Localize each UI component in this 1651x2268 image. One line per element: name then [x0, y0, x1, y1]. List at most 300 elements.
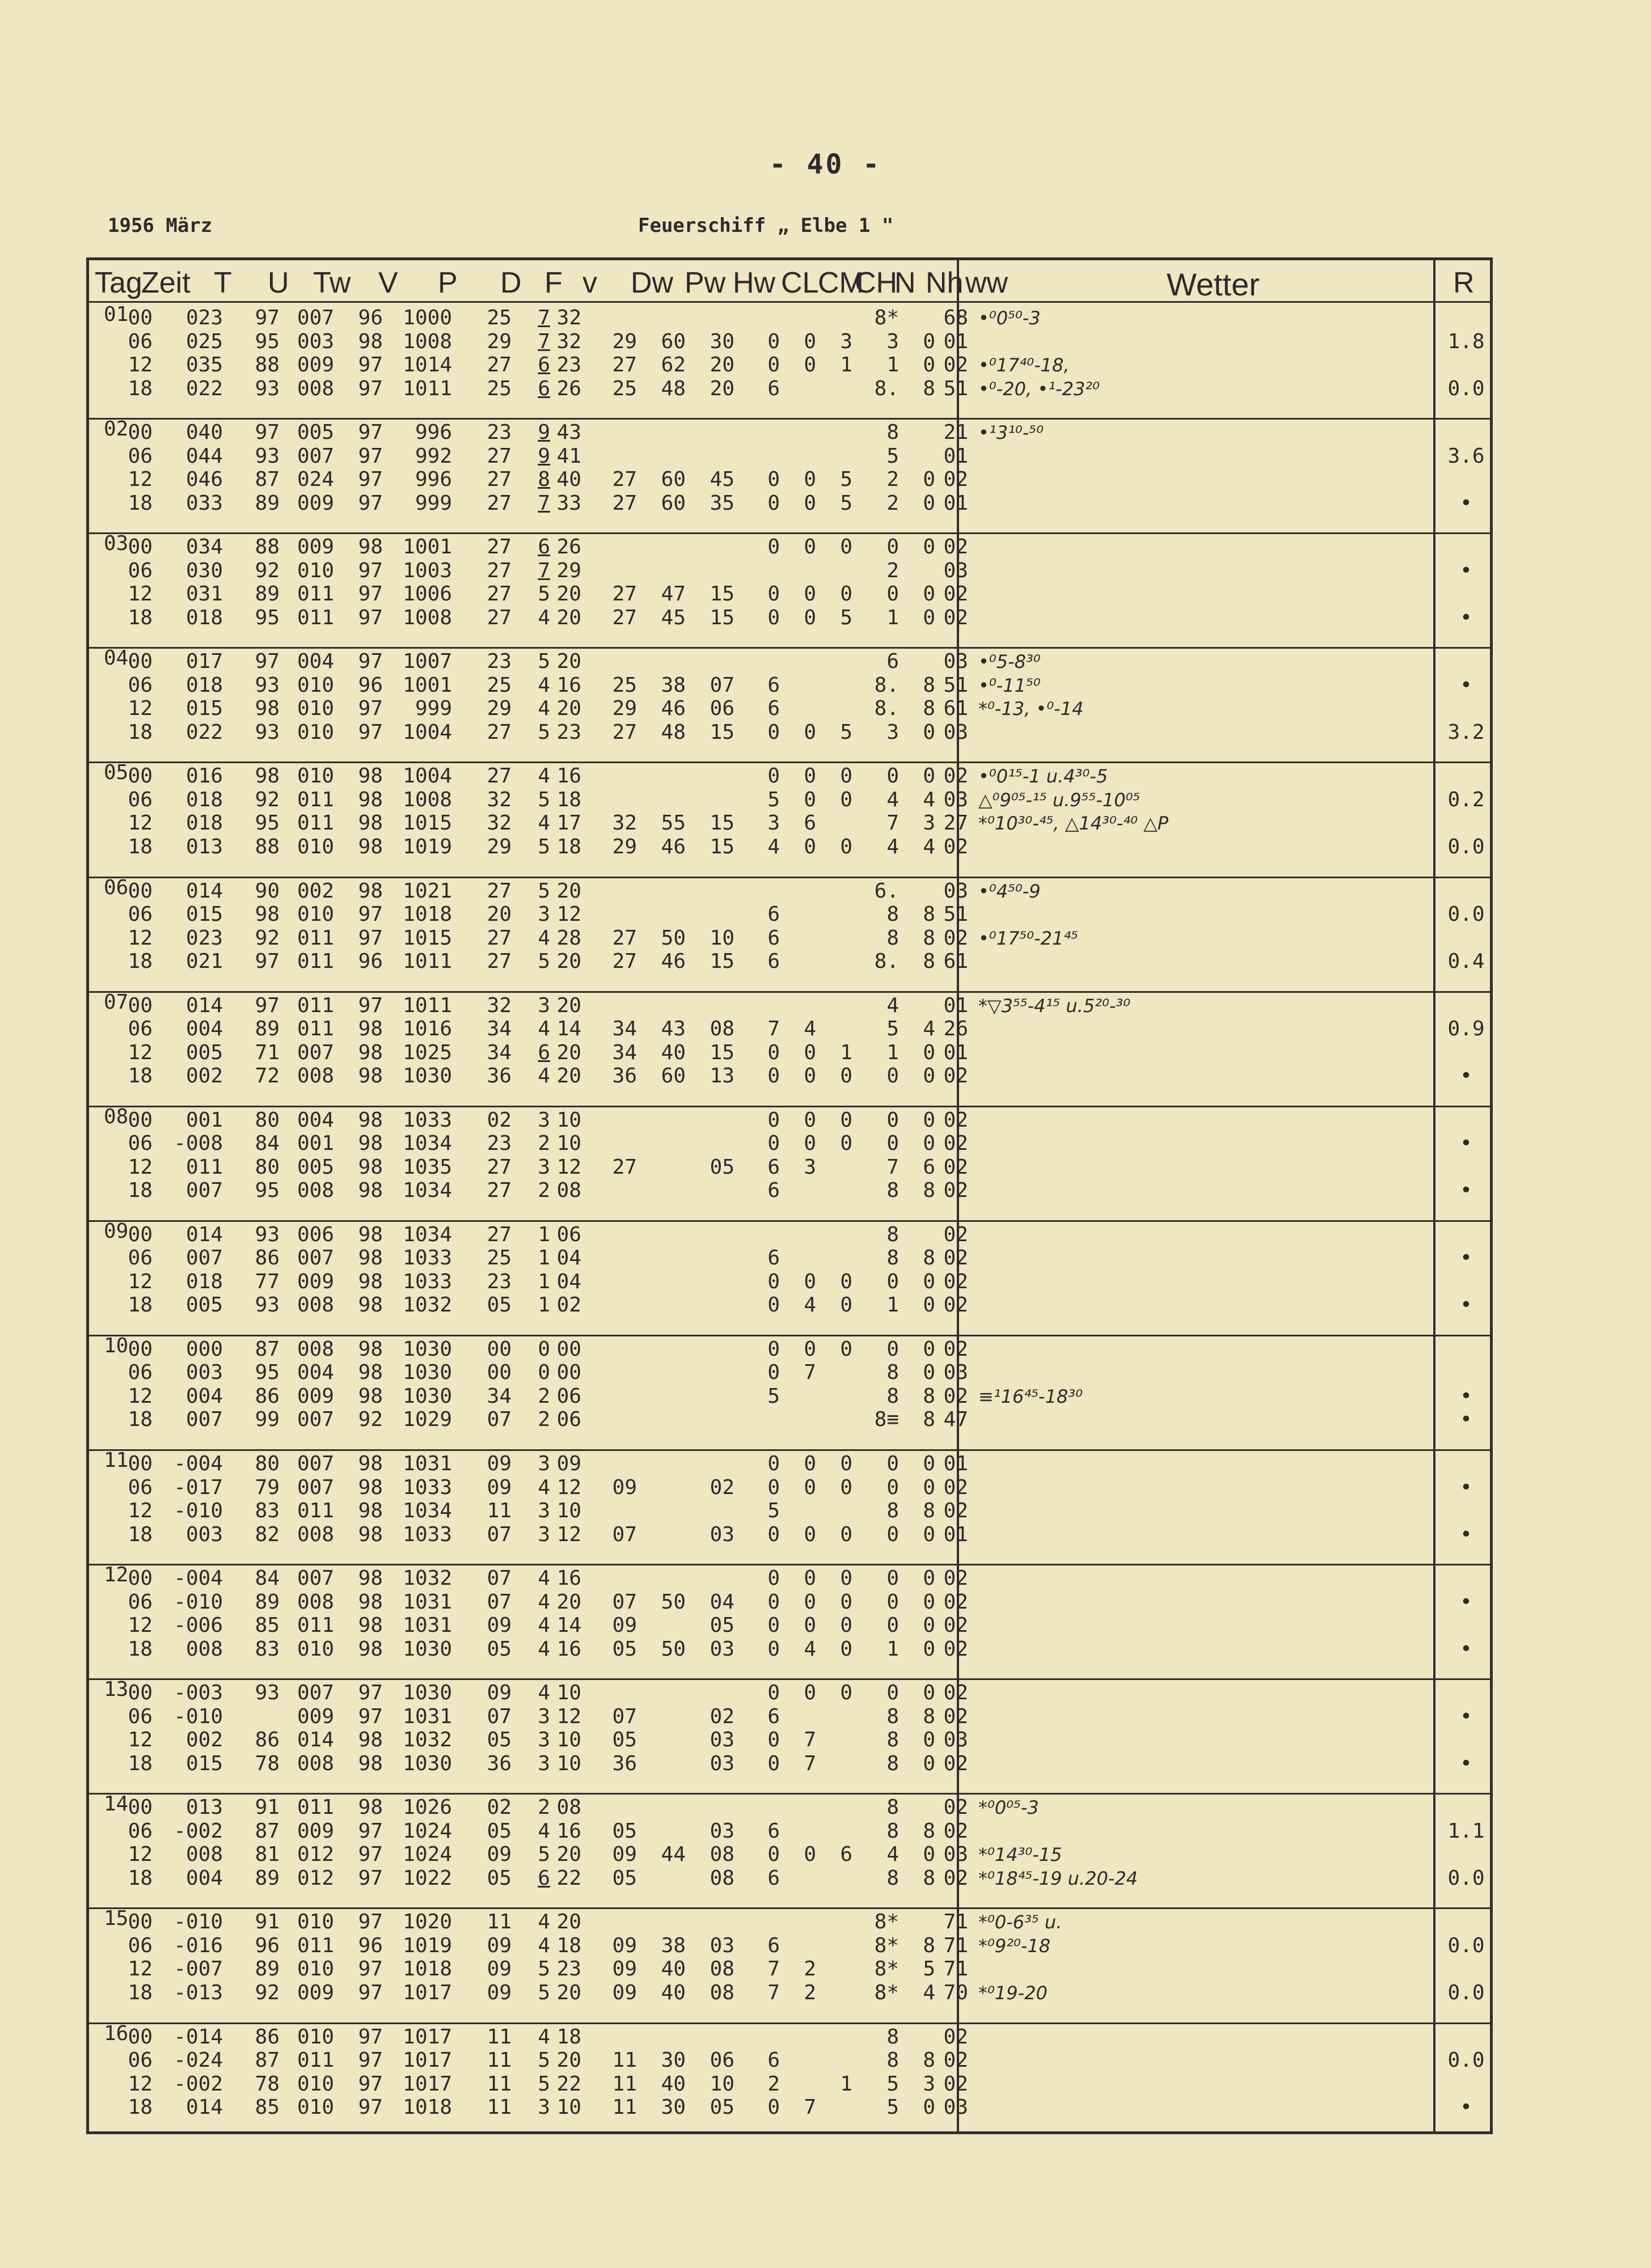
weather-note: *⁰0-6³⁵ u.	[978, 1911, 1062, 1933]
wave-period-cell: 46	[661, 950, 686, 973]
cloud-high-cell: 5	[840, 491, 852, 515]
humidity-cell: 89	[255, 491, 280, 515]
wave-height-cell: 04	[710, 1590, 734, 1614]
pressure-cell: 1030	[403, 1637, 452, 1661]
cloud-low-cell: 0	[767, 582, 780, 606]
cloud-low-cell: 0	[767, 1681, 780, 1705]
temp-cell: 017	[185, 650, 223, 674]
table-row	[89, 903, 1490, 926]
water-temp-cell: 010	[297, 720, 334, 744]
temp-cell: 014	[185, 879, 223, 903]
weather-code-cell: 02	[943, 1384, 968, 1408]
wind-speed-cell: 04	[556, 1270, 581, 1293]
day-separator	[89, 1220, 1490, 1222]
cloud-mid-cell: 7	[804, 1751, 816, 1775]
low-cloud-cover-cell: 8	[923, 2049, 935, 2072]
wind-force-cell: 7	[538, 491, 550, 515]
wind-force-cell: 5	[538, 788, 550, 811]
column-header: Tag	[95, 266, 142, 299]
water-temp-cell: 008	[297, 1293, 334, 1317]
cloud-high-cell: 0	[840, 535, 852, 559]
pressure-cell: 1029	[403, 1408, 452, 1432]
wave-period-cell: 40	[661, 1981, 686, 2004]
cloud-low-cell: 7	[767, 1957, 780, 1981]
water-temp-cell: 011	[297, 926, 334, 950]
table-row	[89, 2096, 1490, 2119]
wind-direction-cell: 29	[487, 697, 512, 721]
wind-direction-cell: 34	[487, 1040, 512, 1064]
cloud-mid-cell: 7	[804, 1361, 816, 1385]
day-label: 13	[104, 1678, 129, 1702]
weather-code-cell: 02	[943, 1704, 968, 1728]
humidity-cell: 97	[255, 650, 280, 674]
table-row	[89, 1042, 1490, 1064]
wind-direction-cell: 00	[487, 1361, 512, 1385]
cloud-mid-cell: 0	[804, 535, 816, 559]
temp-cell: 013	[185, 835, 223, 858]
table-row	[89, 836, 1490, 858]
precipitation-value: •	[1460, 1408, 1472, 1432]
cloud-mid-cell: 0	[804, 1522, 816, 1546]
wind-speed-cell: 26	[556, 535, 581, 559]
day-label: 11	[104, 1449, 129, 1472]
cloud-high-cell: 0	[840, 1475, 852, 1499]
table-row	[89, 536, 1490, 558]
humidity-cell: 89	[255, 582, 280, 606]
low-cloud-cover-cell: 8	[923, 950, 935, 973]
weather-note: ≡¹16⁴⁵-18³⁰	[978, 1385, 1083, 1407]
wind-direction-cell: 11	[487, 1910, 512, 1934]
cloud-cover-cell: 8.	[874, 697, 899, 721]
humidity-cell: 89	[255, 1590, 280, 1614]
cloud-cover-cell: 0	[886, 764, 899, 788]
cloud-cover-cell: 0	[886, 1108, 899, 1132]
visibility-cell: 98	[358, 329, 383, 353]
humidity-cell: 80	[255, 1108, 280, 1132]
weather-note: *⁰14³⁰-15	[978, 1844, 1062, 1866]
cloud-low-cell: 0	[767, 1637, 780, 1661]
wind-direction-cell: 23	[487, 421, 512, 445]
cloud-mid-cell: 0	[804, 1064, 816, 1088]
wave-height-cell: 06	[710, 697, 734, 721]
temp-cell: 015	[185, 697, 223, 721]
temp-cell: -017	[174, 1475, 223, 1499]
water-temp-cell: 011	[297, 1017, 334, 1041]
wind-speed-cell: 10	[556, 1728, 581, 1752]
pressure-cell: 1030	[403, 1064, 452, 1088]
wind-direction-cell: 07	[487, 1590, 512, 1614]
pressure-cell: 1019	[403, 835, 452, 858]
wind-speed-cell: 06	[556, 1384, 581, 1408]
zeit-cell: 06	[128, 673, 153, 697]
zeit-cell: 18	[128, 720, 153, 744]
visibility-cell: 98	[358, 835, 383, 858]
wind-force-cell: 6	[538, 353, 550, 376]
pressure-cell: 1032	[403, 1728, 452, 1752]
table-row	[89, 927, 1490, 950]
wind-speed-cell: 23	[556, 720, 581, 744]
wave-height-cell: 30	[710, 329, 734, 353]
wind-force-cell: 6	[538, 1040, 550, 1064]
pressure-cell: 1033	[403, 1246, 452, 1270]
wave-height-cell: 35	[710, 491, 734, 515]
water-temp-cell: 011	[297, 993, 334, 1017]
wind-force-cell: 3	[538, 1728, 550, 1752]
wind-speed-cell: 00	[556, 1361, 581, 1385]
wind-direction-cell: 09	[487, 1957, 512, 1981]
visibility-cell: 98	[358, 1751, 383, 1775]
humidity-cell: 84	[255, 1132, 280, 1156]
table-row	[89, 721, 1490, 744]
wave-period-cell: 62	[661, 353, 686, 376]
wind-speed-cell: 06	[556, 1408, 581, 1432]
pressure-cell: 1035	[403, 1155, 452, 1179]
cloud-high-cell: 0	[840, 1270, 852, 1293]
weather-code-cell: 03	[943, 1843, 968, 1867]
visibility-cell: 98	[358, 1293, 383, 1317]
temp-cell: 018	[185, 1270, 223, 1293]
low-cloud-cover-cell: 0	[923, 1843, 935, 1867]
wave-height-cell: 03	[710, 1751, 734, 1775]
cloud-mid-cell: 0	[804, 1270, 816, 1293]
cloud-mid-cell: 0	[804, 1475, 816, 1499]
wave-height-cell: 06	[710, 2049, 734, 2072]
weather-code-cell: 01	[943, 491, 968, 515]
humidity-cell: 92	[255, 788, 280, 811]
cloud-cover-cell: 8	[886, 1499, 899, 1522]
wave-height-cell: 03	[710, 1637, 734, 1661]
wind-direction-cell: 25	[487, 376, 512, 400]
temp-cell: 018	[185, 811, 223, 835]
humidity-cell: 89	[255, 1866, 280, 1890]
precipitation-value: •	[1460, 1246, 1472, 1270]
cloud-cover-cell: 8	[886, 926, 899, 950]
cloud-high-cell: 0	[840, 1293, 852, 1317]
cloud-cover-cell: 8.	[874, 376, 899, 400]
humidity-cell: 88	[255, 535, 280, 559]
low-cloud-cover-cell: 4	[923, 1981, 935, 2004]
humidity-cell: 93	[255, 1293, 280, 1317]
temp-cell: 018	[185, 606, 223, 629]
visibility-cell: 97	[358, 1704, 383, 1728]
zeit-cell: 12	[128, 2072, 153, 2096]
wave-period-cell: 40	[661, 1040, 686, 1064]
zeit-cell: 00	[128, 993, 153, 1017]
low-cloud-cover-cell: 0	[923, 764, 935, 788]
wind-force-cell: 2	[538, 1408, 550, 1432]
wave-height-cell: 03	[710, 1728, 734, 1752]
water-temp-cell: 010	[297, 2096, 334, 2119]
wind-direction-cell: 05	[487, 1866, 512, 1890]
wind-speed-cell: 00	[556, 1337, 581, 1361]
temp-cell: -007	[174, 1957, 223, 1981]
cloud-high-cell: 0	[840, 764, 852, 788]
cloud-low-cell: 0	[767, 1064, 780, 1088]
wave-direction-cell: 27	[612, 950, 637, 973]
weather-note: •⁰17⁵⁰-21⁴⁵	[978, 927, 1078, 949]
humidity-cell: 71	[255, 1040, 280, 1064]
low-cloud-cover-cell: 8	[923, 1819, 935, 1843]
cloud-low-cell: 0	[767, 1452, 780, 1475]
weather-code-cell: 51	[943, 903, 968, 926]
water-temp-cell: 011	[297, 1614, 334, 1637]
visibility-cell: 98	[358, 811, 383, 835]
cloud-cover-cell: 1	[886, 1293, 899, 1317]
zeit-cell: 18	[128, 1179, 153, 1203]
column-header: Zeit	[141, 266, 191, 299]
low-cloud-cover-cell: 0	[923, 1293, 935, 1317]
zeit-cell: 00	[128, 1337, 153, 1361]
water-temp-cell: 011	[297, 2049, 334, 2072]
wind-speed-cell: 20	[556, 950, 581, 973]
pressure-cell: 1006	[403, 582, 452, 606]
weather-code-cell: 02	[943, 764, 968, 788]
wave-direction-cell: 27	[612, 353, 637, 376]
zeit-cell: 18	[128, 2096, 153, 2119]
temp-cell: 044	[185, 444, 223, 468]
wave-period-cell: 38	[661, 673, 686, 697]
day-label: 07	[104, 990, 129, 1014]
humidity-cell: 92	[255, 926, 280, 950]
wind-force-cell: 2	[538, 1179, 550, 1203]
wind-speed-cell: 12	[556, 1155, 581, 1179]
weather-code-cell: 71	[943, 1933, 968, 1957]
cloud-cover-cell: 8	[886, 1728, 899, 1752]
cloud-mid-cell: 4	[804, 1293, 816, 1317]
temp-cell: -003	[174, 1681, 223, 1705]
wind-direction-cell: 09	[487, 1475, 512, 1499]
wind-speed-cell: 18	[556, 2025, 581, 2049]
low-cloud-cover-cell: 8	[923, 1179, 935, 1203]
humidity-cell: 89	[255, 1017, 280, 1041]
zeit-cell: 00	[128, 1452, 153, 1475]
visibility-cell: 98	[358, 1361, 383, 1385]
cloud-cover-cell: 8.	[874, 950, 899, 973]
table-row	[89, 445, 1490, 468]
low-cloud-cover-cell: 6	[923, 1155, 935, 1179]
day-label: 09	[104, 1219, 129, 1243]
water-temp-cell: 007	[297, 1246, 334, 1270]
visibility-cell: 97	[358, 1981, 383, 2004]
table-row	[89, 674, 1490, 697]
water-temp-cell: 011	[297, 950, 334, 973]
cloud-cover-cell: 8	[886, 1222, 899, 1246]
low-cloud-cover-cell: 0	[923, 1040, 935, 1064]
visibility-cell: 97	[358, 1843, 383, 1867]
column-header: U	[268, 266, 289, 299]
pressure-cell: 1014	[403, 353, 452, 376]
table-row	[89, 607, 1490, 629]
wind-force-cell: 5	[538, 1957, 550, 1981]
column-header: Pw	[685, 266, 726, 299]
cloud-low-cell: 5	[767, 1499, 780, 1522]
wave-period-cell: 40	[661, 1957, 686, 1981]
cloud-low-cell: 0	[767, 1293, 780, 1317]
table-row	[89, 2049, 1490, 2072]
humidity-cell: 72	[255, 1064, 280, 1088]
temp-cell: 025	[185, 329, 223, 353]
wave-height-cell: 05	[710, 1155, 734, 1179]
zeit-cell: 18	[128, 1522, 153, 1546]
low-cloud-cover-cell: 0	[923, 535, 935, 559]
cloud-low-cell: 6	[767, 1155, 780, 1179]
wind-speed-cell: 08	[556, 1796, 581, 1820]
wind-speed-cell: 20	[556, 879, 581, 903]
weather-code-cell: 02	[943, 1866, 968, 1890]
wave-direction-cell: 05	[612, 1637, 637, 1661]
zeit-cell: 00	[128, 2025, 153, 2049]
water-temp-cell: 010	[297, 903, 334, 926]
table-row	[89, 1156, 1490, 1179]
water-temp-cell: 009	[297, 353, 334, 376]
wind-force-cell: 1	[538, 1270, 550, 1293]
wind-direction-cell: 05	[487, 1728, 512, 1752]
wind-speed-cell: 22	[556, 2072, 581, 2096]
pressure-cell: 1026	[403, 1796, 452, 1820]
wave-height-cell: 10	[710, 926, 734, 950]
zeit-cell: 06	[128, 558, 153, 582]
cloud-cover-cell: 8	[886, 1819, 899, 1843]
cloud-cover-cell: 4	[886, 788, 899, 811]
wind-speed-cell: 10	[556, 1751, 581, 1775]
precipitation-value: 0.0	[1447, 903, 1485, 926]
low-cloud-cover-cell: 0	[923, 468, 935, 492]
wave-direction-cell: 05	[612, 1866, 637, 1890]
cloud-cover-cell: 2	[886, 491, 899, 515]
cloud-mid-cell: 3	[804, 1155, 816, 1179]
visibility-cell: 98	[358, 1337, 383, 1361]
wind-direction-cell: 09	[487, 1981, 512, 2004]
cloud-cover-cell: 8*	[874, 1957, 899, 1981]
wave-height-cell: 08	[710, 1843, 734, 1867]
wave-height-cell: 08	[710, 1981, 734, 2004]
day-separator	[89, 647, 1490, 649]
wind-force-cell: 3	[538, 1751, 550, 1775]
day-block	[89, 761, 1490, 876]
day-block	[89, 1907, 1490, 2022]
weather-note: •⁰4⁵⁰-9	[978, 880, 1041, 902]
wind-speed-cell: 10	[556, 1132, 581, 1156]
low-cloud-cover-cell: 8	[923, 1246, 935, 1270]
low-cloud-cover-cell: 0	[923, 1337, 935, 1361]
cloud-low-cell: 6	[767, 697, 780, 721]
wind-force-cell: 2	[538, 1384, 550, 1408]
visibility-cell: 97	[358, 353, 383, 376]
column-header: T	[214, 266, 232, 299]
wave-direction-cell: 27	[612, 1155, 637, 1179]
observation-table	[86, 257, 1493, 2134]
day-block	[89, 991, 1490, 1106]
zeit-cell: 18	[128, 1866, 153, 1890]
day-label: 06	[104, 875, 129, 899]
zeit-cell: 12	[128, 1728, 153, 1752]
low-cloud-cover-cell: 0	[923, 2096, 935, 2119]
zeit-cell: 06	[128, 1246, 153, 1270]
weather-note: △⁰9⁰⁵-¹⁵ u.9⁵⁵-10⁰⁵	[978, 789, 1141, 811]
precipitation-value: •	[1460, 1293, 1472, 1317]
cloud-low-cell: 0	[767, 1522, 780, 1546]
weather-code-cell: 02	[943, 1819, 968, 1843]
humidity-cell: 87	[255, 2049, 280, 2072]
wind-speed-cell: 20	[556, 697, 581, 721]
wind-speed-cell: 16	[556, 1637, 581, 1661]
temp-cell: -010	[174, 1910, 223, 1934]
cloud-cover-cell: 0	[886, 1064, 899, 1088]
visibility-cell: 97	[358, 1957, 383, 1981]
weather-code-cell: 71	[943, 1957, 968, 1981]
wind-force-cell: 4	[538, 1017, 550, 1041]
cloud-mid-cell: 0	[804, 1681, 816, 1705]
pressure-cell: 1004	[403, 720, 452, 744]
weather-code-cell: 61	[943, 950, 968, 973]
visibility-cell: 98	[358, 535, 383, 559]
table-row	[89, 1843, 1490, 1866]
zeit-cell: 06	[128, 1590, 153, 1614]
temp-cell: 018	[185, 788, 223, 811]
temp-cell: 015	[185, 1751, 223, 1775]
cloud-low-cell: 0	[767, 1361, 780, 1385]
wind-force-cell: 3	[538, 1499, 550, 1522]
pressure-cell: 1015	[403, 811, 452, 835]
cloud-low-cell: 0	[767, 1132, 780, 1156]
cloud-low-cell: 0	[767, 535, 780, 559]
day-separator	[89, 1793, 1490, 1795]
wind-direction-cell: 09	[487, 1843, 512, 1867]
table-row	[89, 697, 1490, 720]
wave-period-cell: 38	[661, 1933, 686, 1957]
visibility-cell: 98	[358, 1499, 383, 1522]
low-cloud-cover-cell: 5	[923, 1957, 935, 1981]
humidity-cell: 97	[255, 306, 280, 329]
water-temp-cell: 012	[297, 1866, 334, 1890]
humidity-cell: 99	[255, 1408, 280, 1432]
zeit-cell: 12	[128, 1384, 153, 1408]
visibility-cell: 97	[358, 2072, 383, 2096]
column-header: v	[582, 266, 597, 299]
weather-code-cell: 01	[943, 1452, 968, 1475]
cloud-low-cell: 0	[767, 468, 780, 492]
wind-speed-cell: 09	[556, 1452, 581, 1475]
day-label: 12	[104, 1563, 129, 1587]
wind-force-cell: 6	[538, 1866, 550, 1890]
table-row	[89, 1911, 1490, 1933]
table-row	[89, 560, 1490, 582]
cloud-mid-cell: 0	[804, 329, 816, 353]
visibility-cell: 97	[358, 650, 383, 674]
column-header: ww	[965, 266, 1008, 299]
zeit-cell: 00	[128, 879, 153, 903]
pressure-cell: 1031	[403, 1452, 452, 1475]
visibility-cell: 98	[358, 1179, 383, 1203]
visibility-cell: 96	[358, 673, 383, 697]
table-row	[89, 1247, 1490, 1270]
table-row	[89, 1796, 1490, 1819]
cloud-low-cell: 6	[767, 673, 780, 697]
temp-cell: 007	[185, 1179, 223, 1203]
zeit-cell: 00	[128, 764, 153, 788]
zeit-cell: 12	[128, 1843, 153, 1867]
weather-code-cell: 02	[943, 1179, 968, 1203]
wave-period-cell: 50	[661, 1590, 686, 1614]
wind-speed-cell: 20	[556, 582, 581, 606]
pressure-cell: 1024	[403, 1819, 452, 1843]
pressure-cell: 1001	[403, 535, 452, 559]
water-temp-cell: 009	[297, 1981, 334, 2004]
cloud-low-cell: 3	[767, 811, 780, 835]
wind-direction-cell: 11	[487, 2049, 512, 2072]
humidity-cell: 90	[255, 879, 280, 903]
wind-speed-cell: 26	[556, 376, 581, 400]
